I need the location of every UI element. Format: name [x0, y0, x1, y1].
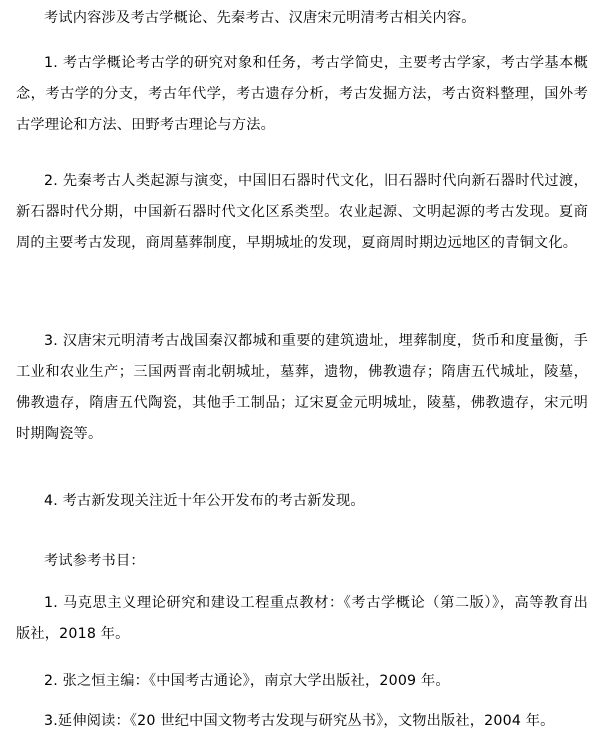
content-item-pre-qin-archaeology: 2. 先秦考古人类起源与演变，中国旧石器时代文化，旧石器时代向新石器时代过渡，新石器时代分期，中国新石器时代文化区系类型。农业起源、文明起源的考古发现。夏商周的主要考古发现，商周墓葬制度，早期城址的发现，夏商周时期边远地区的青铜文化。	[16, 173, 588, 251]
content-item-archaeology-introduction: 1. 考古学概论考古学的研究对象和任务，考古学简史，主要考古学家，考古学基本概念，考古学的分支，考古年代学，考古遗存分析，考古发掘方法，考古资料整理，国外考古学理论和方法、田野考古理论与方法。	[16, 55, 588, 133]
reference-item: 1. 马克思主义理论研究和建设工程重点教材：《考古学概论（第二版）》，高等教育出版社，2018 年。	[16, 595, 588, 642]
content-item-han-to-qing-archaeology: 3. 汉唐宋元明清考古战国秦汉都城和重要的建筑遗址，埋葬制度，货币和度量衡，手工业和农业生产；三国两晋南北朝城址，墓葬，遗物，佛教遗存；隋唐五代城址，陵墓，佛教遗存，隋唐五代陶瓷，其他手工制品；辽宋夏金元明城址，陵墓，佛教遗存，宋元明时期陶瓷等。	[16, 333, 588, 442]
exam-scope-intro: 考试内容涉及考古学概论、先秦考古、汉唐宋元明清考古相关内容。	[44, 10, 476, 26]
reference-item: 2. 张之恒主编：《中国考古通论》，南京大学出版社，2009 年。	[44, 673, 450, 689]
content-item-new-discoveries: 4. 考古新发现关注近十年公开发布的考古新发现。	[44, 493, 365, 509]
reference-item: 3.延伸阅读：《20 世纪中国文物考古发现与研究丛书》，文物出版社，2004 年。	[44, 713, 555, 729]
references-heading: 考试参考书目：	[44, 553, 145, 569]
